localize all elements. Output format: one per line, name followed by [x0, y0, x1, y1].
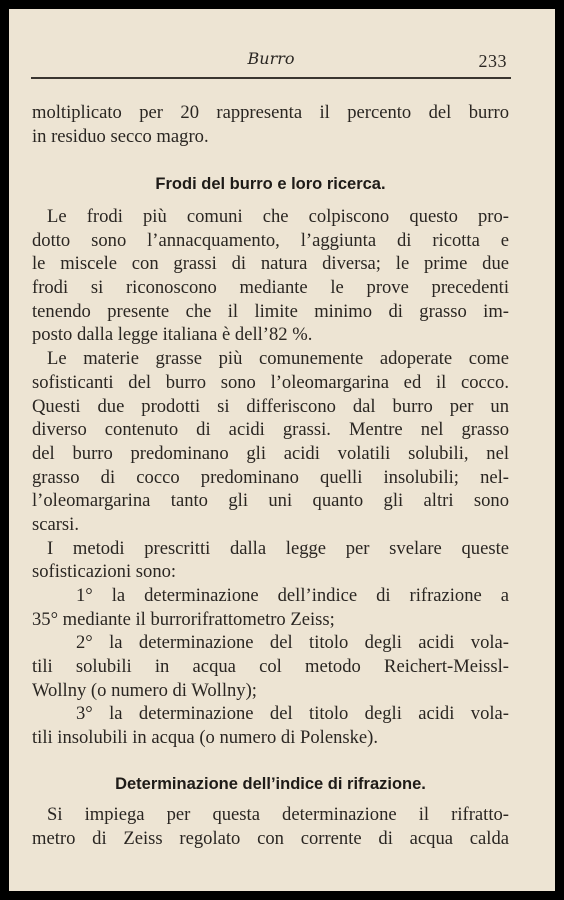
text-line: sofisticanti del burro sono l’oleomargarina ed il cocco.	[32, 371, 509, 393]
header-rule	[31, 77, 511, 79]
running-title: Burro	[247, 49, 295, 68]
text-line: dotto sono l’annacquamento, l’aggiunta di ricotta e	[32, 229, 509, 251]
text-line: grasso di cocco predominano quelli insolubili; nel-	[32, 466, 509, 488]
text-line: scarsi.	[32, 513, 79, 535]
section-body-indice-rifrazione	[32, 803, 509, 850]
text-line: sofisticazioni sono:	[32, 561, 177, 583]
text-line: le miscele con grassi di natura diversa; le prime due	[32, 253, 509, 275]
intro-paragraph	[32, 101, 509, 148]
text-line: diverso contenuto di acidi grassi. Mentre nel grasso	[32, 419, 509, 441]
text-line: Wollny (o numero di Wollny);	[32, 679, 257, 701]
section-heading-indice-rifrazione: Determinazione dell’indice di rifrazione.	[115, 775, 426, 793]
text-line: l’oleomargarina tanto gli uni quanto gli altri sono	[32, 490, 509, 512]
text-line: 35° mediante il burrorifrattometro Zeiss;	[32, 608, 335, 630]
text-line: in residuo secco magro.	[32, 125, 209, 147]
page-header	[31, 49, 511, 83]
text-line: frodi si riconoscono mediante le prove precedenti	[32, 277, 509, 299]
list-item-3: 3° la determinazione del titolo degli acidi vola-	[76, 703, 509, 725]
text-line: Si impiega per questa determinazione il rifratto-	[47, 804, 509, 825]
text-line: I metodi prescritti dalla legge per svelare queste	[47, 537, 509, 559]
text-line: Le frodi più comuni che colpiscono questo pro-	[47, 206, 509, 227]
text-line: tili solubili in acqua col metodo Reichert-Meissl-	[32, 656, 509, 678]
text-line: tenendo presente che il limite minimo di grasso im-	[32, 300, 509, 322]
text-line: tili insolubili in acqua (o numero di Polenske).	[32, 727, 378, 749]
text-line: posto dalla legge italiana è dell’82 %.	[32, 324, 313, 346]
book-page	[9, 9, 555, 891]
text-line: del burro predominano gli acidi volatili solubili, nel	[32, 442, 509, 464]
text-line: Questi due prodotti si differiscono dal burro per un	[32, 395, 509, 417]
list-item-2: 2° la determinazione del titolo degli acidi vola-	[76, 632, 509, 654]
page-number: 233	[478, 51, 507, 71]
text-line: moltiplicato per 20 rappresenta il percento del burro	[32, 102, 509, 123]
list-item-1: 1° la determinazione dell’indice di rifrazione a	[76, 585, 509, 606]
text-line: Le materie grasse più comunemente adoperate come	[47, 348, 509, 370]
section-heading-frodi: Frodi del burro e loro ricerca.	[155, 175, 386, 193]
section-body-frodi	[32, 205, 509, 750]
text-line: metro di Zeiss regolato con corrente di acqua calda	[32, 827, 509, 849]
